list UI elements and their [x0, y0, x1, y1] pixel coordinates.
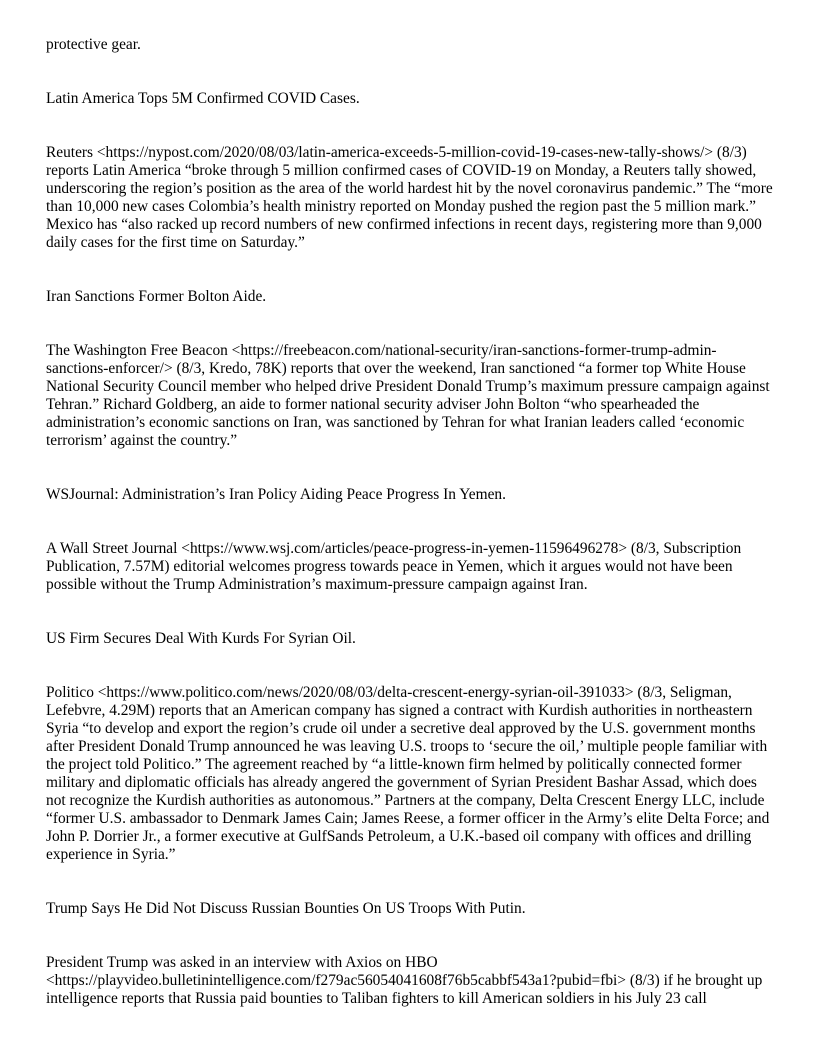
spacer [46, 504, 776, 540]
headline: Iran Sanctions Former Bolton Aide. [46, 288, 267, 305]
spacer [46, 918, 776, 954]
headline: WSJournal: Administration’s Iran Policy Aiding Peace Progress In Yemen. [46, 486, 506, 503]
spacer [46, 108, 776, 144]
spacer [46, 306, 776, 342]
spacer [46, 252, 776, 288]
headline: Trump Says He Did Not Discuss Russian Bounties On US Troops With Putin. [46, 900, 526, 917]
spacer [46, 864, 776, 900]
body-paragraph: Politico <https://www.politico.com/news/2020/08/03/delta-crescent-energy-syrian-oil-391033> (8/3, Seligman, Lefebvre, 4.29M) reports that an American company has signed a contract with Kurdish authorities in northeastern Syria “to develop and export the region’s crude oil under a secretive deal approved by the U.S. government months after President Donald Trump announced he was leaving U.S. troops to ‘secure the oil,’ multiple people familiar with the project told Politico.” The agreement reached by “a little-known firm helmed by politically connected former military and diplomatic officials has already angered the government of Syrian President Bashar Assad, which does not recognize the Kurdish authorities as autonomous.” Partners at the company, Delta Crescent Energy LLC, include “former U.S. ambassador to Denmark James Cain; James Reese, a former officer in the Army’s elite Delta Force; and John P. Dorrier Jr., a former executive at GulfSands Petroleum, a U.K.-based oil company with offices and drilling experience in Syria.” [46, 684, 770, 863]
body-paragraph: The Washington Free Beacon <https://freebeacon.com/national-security/iran-sanctions-former-trump-admin-sanctions-enforcer/> (8/3, Kredo, 78K) reports that over the weekend, Iran sanctioned “a former top White House National Security Council member who helped drive President Donald Trump’s maximum pressure campaign against Tehran.” Richard Goldberg, an aide to former national security adviser John Bolton “who spearheaded the administration’s economic sanctions on Iran, was sanctioned by Tehran for what Iranian leaders called ‘economic terrorism’ against the country.” [46, 342, 770, 449]
body-paragraph: Reuters <https://nypost.com/2020/08/03/latin-america-exceeds-5-million-covid-19-cases-new-tally-shows/> (8/3) reports Latin America “broke through 5 million confirmed cases of COVID-19 on Monday, a Reuters tally showed, underscoring the region’s position as the area of the world hardest hit by the novel coronavirus pandemic.” The “more than 10,000 new cases Colombia’s health ministry reported on Monday pushed the region past the 5 million mark.” Mexico has “also racked up record numbers of new confirmed infections in recent days, registering more than 9,000 daily cases for the first time on Saturday.” [46, 144, 773, 251]
spacer [46, 54, 776, 90]
spacer [46, 594, 776, 630]
document-page [46, 36, 776, 1008]
body-paragraph: A Wall Street Journal <https://www.wsj.com/articles/peace-progress-in-yemen-11596496278> (8/3, Subscription Publication, 7.57M) editorial welcomes progress towards peace in Yemen, which it argues would not have been possible without the Trump Administration’s maximum-pressure campaign against Iran. [46, 540, 742, 593]
spacer [46, 450, 776, 486]
headline: US Firm Secures Deal With Kurds For Syrian Oil. [46, 630, 356, 647]
headline: Latin America Tops 5M Confirmed COVID Cases. [46, 90, 360, 107]
spacer [46, 648, 776, 684]
body-paragraph: protective gear. [46, 36, 141, 53]
body-paragraph: President Trump was asked in an interview with Axios on HBO <https://playvideo.bulletinintelligence.com/f279ac56054041608f76b5cabbf543a1?pubid=fbi> (8/3) if he brought up intelligence reports that Russia paid bounties to Taliban fighters to kill American soldiers in his July 23 call [46, 954, 763, 1007]
